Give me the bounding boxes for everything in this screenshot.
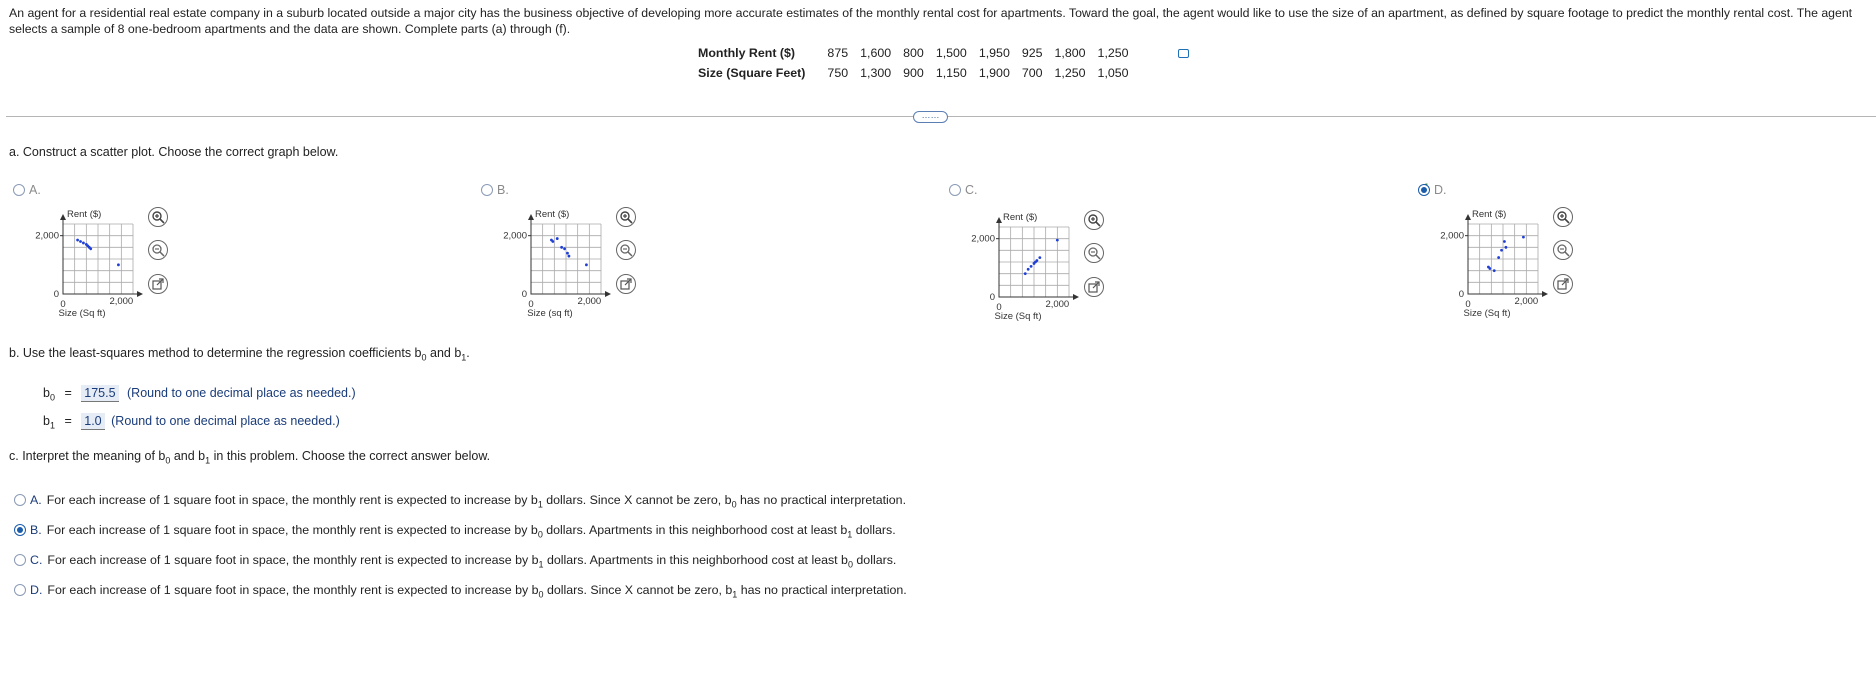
radio-option-a-c[interactable] <box>949 184 961 196</box>
zoom-out-icon[interactable] <box>1553 240 1573 260</box>
data-point <box>1487 266 1490 269</box>
y-tick-label: 2,000 <box>1440 230 1464 242</box>
equals-sign: = <box>64 386 72 400</box>
data-point <box>1056 239 1059 242</box>
option-letter: B. <box>30 523 42 537</box>
radio-option-a-a[interactable] <box>13 184 25 196</box>
choice-text <box>30 493 907 510</box>
y-tick-label: 0 <box>1458 289 1464 300</box>
table-cell: 1,050 <box>1097 66 1129 80</box>
subscript: 1 <box>49 420 55 431</box>
table-cell: 750 <box>827 66 849 80</box>
part-b-question <box>9 346 470 363</box>
choice-text <box>30 583 907 600</box>
data-point <box>1505 246 1508 249</box>
option-letter: D. <box>1434 183 1447 197</box>
option-letter: A. <box>30 493 42 507</box>
option-text: For each increase of 1 square foot in space, the monthly rent is expected to increase by b <box>46 493 538 507</box>
y-axis-arrow <box>528 214 534 220</box>
x-tick-label: 0 <box>1465 299 1471 310</box>
zoom-out-icon[interactable] <box>1084 243 1104 263</box>
y-tick-label: 2,000 <box>971 233 995 245</box>
row-header-rent: Monthly Rent ($) <box>698 46 796 60</box>
data-point <box>1522 236 1525 239</box>
x-axis-arrow <box>605 291 611 297</box>
row-header-size: Size (Square Feet) <box>698 66 806 80</box>
table-cell: 1,250 <box>1097 46 1129 60</box>
data-point <box>79 240 82 243</box>
x-axis-label: Size (Sq ft) <box>994 311 1042 322</box>
table-cell: 1,500 <box>935 46 967 60</box>
x-tick-label: 0 <box>996 302 1002 313</box>
option-text: For each increase of 1 square foot in space, the monthly rent is expected to increase by b <box>47 583 539 597</box>
open-external-icon[interactable] <box>1553 274 1573 294</box>
subscript: 0 <box>847 559 853 570</box>
option-text: For each increase of 1 square foot in space, the monthly rent is expected to increase by b <box>47 553 539 567</box>
data-point <box>1493 269 1496 272</box>
x-tick-label: 0 <box>528 299 534 310</box>
x-axis-label: Size (Sq ft) <box>1463 308 1511 319</box>
x-axis-arrow <box>137 291 143 297</box>
option-text: dollars. Since X cannot be zero, b <box>542 493 732 507</box>
choice-text <box>30 553 897 570</box>
part-c-text: in this problem. Choose the correct answer below. <box>210 449 491 463</box>
choice-option-c-d[interactable] <box>14 583 907 599</box>
y-axis-label: Rent ($) <box>1003 212 1038 223</box>
part-b-text: and b <box>426 346 462 360</box>
option-text: dollars. Apartments in this neighborhood cost at least b <box>543 553 848 567</box>
data-point <box>568 255 571 258</box>
b0-answer-field[interactable]: 175.5 <box>81 385 118 402</box>
subscript: 1 <box>461 352 467 363</box>
y-axis-label: Rent ($) <box>67 209 102 220</box>
option-letter: D. <box>30 583 43 597</box>
subscript: 0 <box>731 499 737 510</box>
b1-hint: (Round to one decimal place as needed.) <box>111 414 340 428</box>
table-cell: 1,300 <box>860 66 892 80</box>
zoom-in-icon[interactable] <box>1553 207 1573 227</box>
option-letter: A. <box>29 183 41 197</box>
open-external-icon[interactable] <box>616 274 636 294</box>
x-tick-label: 2,000 <box>1045 299 1070 310</box>
table-row <box>692 46 1135 66</box>
subscript: 1 <box>205 455 211 466</box>
problem-statement: An agent for a residential real estate company in a suburb located outside a major city has the business objective of developing more accurate estimates of the monthly rental cost for apartments. Toward the goal, the agent would like to use the size of an apartment, as defined by square footage to predict the monthly rental cost. The agent selects a sample of 8 one-bedroom apartments and the data are shown. Complete parts (a) through (f). <box>9 6 1853 36</box>
x-tick-label: 0 <box>60 299 66 310</box>
data-point <box>1503 240 1506 243</box>
x-tick-label: 2,000 <box>109 296 134 307</box>
data-point <box>117 263 120 266</box>
data-point <box>1027 268 1030 271</box>
table-cell: 1,250 <box>1054 66 1086 80</box>
option-text: For each increase of 1 square foot in space, the monthly rent is expected to increase by b <box>46 523 538 537</box>
table-cell: 1,950 <box>978 46 1010 60</box>
part-b-text: b. Use the least-squares method to determine the regression coefficients b <box>9 346 422 360</box>
data-point <box>563 247 566 250</box>
data-point <box>560 246 563 249</box>
data-point <box>550 239 553 242</box>
option-text: has no practical interpretation. <box>736 493 907 507</box>
data-point <box>585 263 588 266</box>
equals-sign: = <box>64 414 72 428</box>
radio-button[interactable] <box>14 494 26 506</box>
data-point <box>1038 256 1041 259</box>
y-axis-label: Rent ($) <box>535 209 570 220</box>
table-cell: 700 <box>1021 66 1043 80</box>
option-letter: C. <box>965 183 978 197</box>
zoom-in-icon[interactable] <box>1084 210 1104 230</box>
more-button[interactable]: …… <box>913 111 948 123</box>
option-text: dollars. <box>852 553 897 567</box>
data-point <box>1024 272 1027 275</box>
option-text: dollars. Apartments in this neighborhood cost at least b <box>542 523 848 537</box>
zoom-out-icon[interactable] <box>616 240 636 260</box>
b0-equation <box>43 385 356 403</box>
table-cell: 1,600 <box>860 46 892 60</box>
y-tick-label: 0 <box>989 292 995 303</box>
option-text: has no practical interpretation. <box>737 583 907 597</box>
option-text: dollars. <box>852 523 896 537</box>
y-tick-label: 0 <box>521 289 527 300</box>
table-cell: 900 <box>903 66 924 80</box>
part-a-question: a. Construct a scatter plot. Choose the correct graph below. <box>9 145 339 159</box>
x-tick-label: 2,000 <box>1514 296 1539 307</box>
table-row <box>692 66 1135 86</box>
radio-button[interactable] <box>14 554 26 566</box>
subscript: 1 <box>847 529 853 540</box>
x-axis-arrow <box>1542 291 1548 297</box>
table-cell: 1,150 <box>935 66 967 80</box>
y-axis-arrow <box>60 214 66 220</box>
b1-answer-field[interactable]: 1.0 <box>81 413 104 430</box>
choice-option-c-a[interactable] <box>14 493 906 509</box>
b0-hint: (Round to one decimal place as needed.) <box>127 386 356 400</box>
zoom-in-icon[interactable] <box>616 207 636 227</box>
y-tick-label: 0 <box>53 289 59 300</box>
subscript: 0 <box>421 352 427 363</box>
data-point <box>556 237 559 240</box>
y-axis-label: Rent ($) <box>1472 209 1507 220</box>
data-point <box>89 247 92 250</box>
y-axis-arrow <box>1465 214 1471 220</box>
data-point <box>1497 256 1500 259</box>
subscript: 1 <box>537 499 543 510</box>
radio-button[interactable] <box>14 524 26 536</box>
open-external-icon[interactable] <box>148 274 168 294</box>
choice-option-c-b[interactable] <box>14 523 896 539</box>
zoom-out-icon[interactable] <box>148 240 168 260</box>
part-c-text: and b <box>170 449 206 463</box>
y-tick-label: 2,000 <box>35 230 59 242</box>
table-cell: 1,800 <box>1054 46 1086 60</box>
table-cell: 925 <box>1021 46 1043 60</box>
copy-data-icon[interactable] <box>1178 49 1189 58</box>
data-point <box>76 239 79 242</box>
option-letter: B. <box>497 183 509 197</box>
subscript: 1 <box>538 559 544 570</box>
table-cell: 800 <box>903 46 924 60</box>
x-axis-arrow <box>1073 294 1079 300</box>
subscript: 0 <box>537 529 543 540</box>
part-b-text: . <box>466 346 470 360</box>
y-axis-arrow <box>996 217 1002 223</box>
table-cell: 1,900 <box>978 66 1010 80</box>
radio-button[interactable] <box>14 584 26 596</box>
data-point <box>1036 259 1039 262</box>
option-text: dollars. Since X cannot be zero, b <box>543 583 733 597</box>
choice-text <box>30 523 896 540</box>
data-table <box>692 46 1135 86</box>
b0-label: b <box>43 386 50 400</box>
table-cell: 875 <box>827 46 849 60</box>
part-c-text: c. Interpret the meaning of b <box>9 449 166 463</box>
radio-option-a-b[interactable] <box>481 184 493 196</box>
subscript: 0 <box>49 392 55 403</box>
data-point <box>82 242 85 245</box>
zoom-in-icon[interactable] <box>148 207 168 227</box>
b1-equation <box>43 413 340 431</box>
b1-label: b <box>43 414 50 428</box>
data-point <box>1500 249 1503 252</box>
x-axis-label: Size (Sq ft) <box>58 308 106 319</box>
x-axis-label: Size (sq ft) <box>527 308 573 319</box>
option-letter: C. <box>30 553 43 567</box>
part-c-question <box>9 449 490 466</box>
open-external-icon[interactable] <box>1084 277 1104 297</box>
choice-option-c-c[interactable] <box>14 553 896 569</box>
x-tick-label: 2,000 <box>577 296 602 307</box>
subscript: 0 <box>165 455 171 466</box>
y-tick-label: 2,000 <box>503 230 527 242</box>
radio-option-a-d[interactable] <box>1418 184 1430 196</box>
subscript: 0 <box>538 589 544 600</box>
data-point <box>566 252 569 255</box>
data-point <box>1030 265 1033 268</box>
subscript: 1 <box>732 589 738 600</box>
